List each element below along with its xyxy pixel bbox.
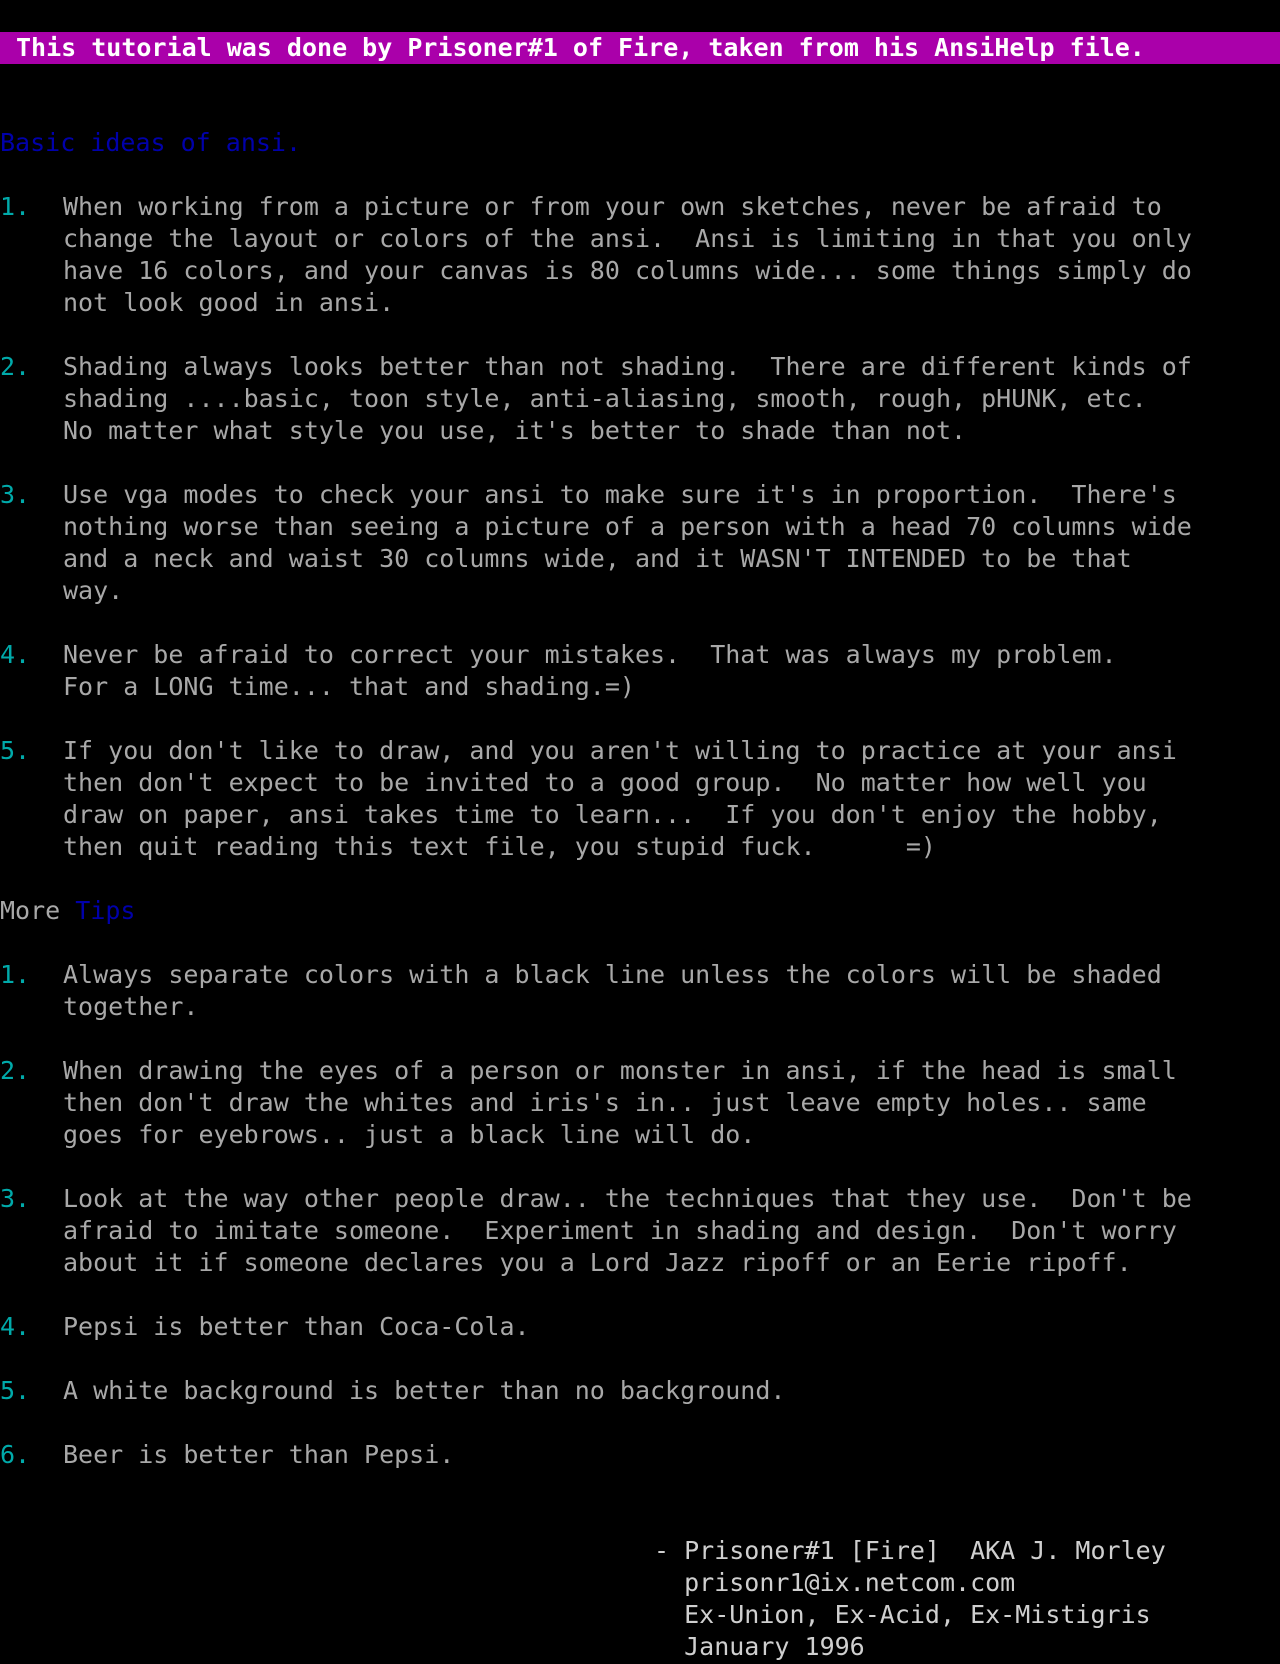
list-item-line: then don't expect to be invited to a good group. No matter how well you bbox=[63, 768, 1147, 797]
section-heading-more-tips bbox=[0, 895, 135, 927]
list-item-line: Shading always looks better than not shading. There are different kinds of bbox=[63, 352, 1192, 381]
list-item-line: A white background is better than no background. bbox=[63, 1376, 786, 1405]
list-item-line: If you don't like to draw, and you aren't willing to practice at your ansi bbox=[63, 736, 1177, 765]
list-item-line: goes for eyebrows.. just a black line will do. bbox=[63, 1120, 756, 1149]
list-item-line: way. bbox=[63, 576, 124, 605]
list-item-line: Always separate colors with a black line unless the colors will be shaded bbox=[63, 960, 1162, 989]
list-item-line: Never be afraid to correct your mistakes. That was always my problem. bbox=[63, 640, 1117, 669]
list-item-line: change the layout or colors of the ansi. Ansi is limiting in that you only bbox=[63, 224, 1192, 253]
list-item-line: and a neck and waist 30 columns wide, and it WASN'T INTENDED to be that bbox=[63, 544, 1132, 573]
list-item-line: about it if someone declares you a Lord Jazz ripoff or an Eerie ripoff. bbox=[63, 1248, 1132, 1277]
list-number: 5. bbox=[0, 736, 31, 765]
signature-line: January 1996 bbox=[654, 1632, 865, 1661]
list-item-line: not look good in ansi. bbox=[63, 288, 395, 317]
list-number: 1. bbox=[0, 960, 31, 989]
list-item-line: then quit reading this text file, you stupid fuck. =) bbox=[63, 832, 936, 861]
list-item-line: Pepsi is better than Coca-Cola. bbox=[63, 1312, 530, 1341]
heading-more-word: More bbox=[0, 896, 76, 925]
list-number: 4. bbox=[0, 640, 31, 669]
list-item-line: then don't draw the whites and iris's in.. just leave empty holes.. same bbox=[63, 1088, 1147, 1117]
signature-line: prisonr1@ix.netcom.com bbox=[654, 1568, 1016, 1597]
list-number: 3. bbox=[0, 480, 31, 509]
list-item-line: Use vga modes to check your ansi to make sure it's in proportion. There's bbox=[63, 480, 1177, 509]
list-item-line: Look at the way other people draw.. the techniques that they use. Don't be bbox=[63, 1184, 1192, 1213]
list-item-line: Beer is better than Pepsi. bbox=[63, 1440, 455, 1469]
section-heading-basic-ideas: Basic ideas of ansi. bbox=[0, 128, 302, 157]
list-item-line: together. bbox=[63, 992, 199, 1021]
list-item-line: When drawing the eyes of a person or monster in ansi, if the head is small bbox=[63, 1056, 1177, 1085]
list-item-line: have 16 colors, and your canvas is 80 columns wide... some things simply do bbox=[63, 256, 1192, 285]
list-number: 4. bbox=[0, 1312, 31, 1341]
list-item-line: For a LONG time... that and shading.=) bbox=[63, 672, 635, 701]
credit-banner: This tutorial was done by Prisoner#1 of Fire, taken from his AnsiHelp file. bbox=[0, 32, 1280, 64]
list-number: 2. bbox=[0, 1056, 31, 1085]
list-item-line: shading ....basic, toon style, anti-aliasing, smooth, rough, pHUNK, etc. bbox=[63, 384, 1147, 413]
signature-line: Ex-Union, Ex-Acid, Ex-Mistigris bbox=[654, 1600, 1151, 1629]
list-item-line: afraid to imitate someone. Experiment in shading and design. Don't worry bbox=[63, 1216, 1177, 1245]
signature-line: - Prisoner#1 [Fire] AKA J. Morley bbox=[654, 1536, 1166, 1565]
list-number: 6. bbox=[0, 1440, 31, 1469]
list-item-line: nothing worse than seeing a picture of a person with a head 70 columns wide bbox=[63, 512, 1192, 541]
list-number: 3. bbox=[0, 1184, 31, 1213]
list-number: 1. bbox=[0, 192, 31, 221]
list-number: 5. bbox=[0, 1376, 31, 1405]
heading-tips-word: Tips bbox=[75, 896, 136, 925]
list-number: 2. bbox=[0, 352, 31, 381]
list-item-line: When working from a picture or from your own sketches, never be afraid to bbox=[63, 192, 1162, 221]
list-item-line: No matter what style you use, it's better to shade than not. bbox=[63, 416, 967, 445]
list-item-line: draw on paper, ansi takes time to learn... If you don't enjoy the hobby, bbox=[63, 800, 1162, 829]
